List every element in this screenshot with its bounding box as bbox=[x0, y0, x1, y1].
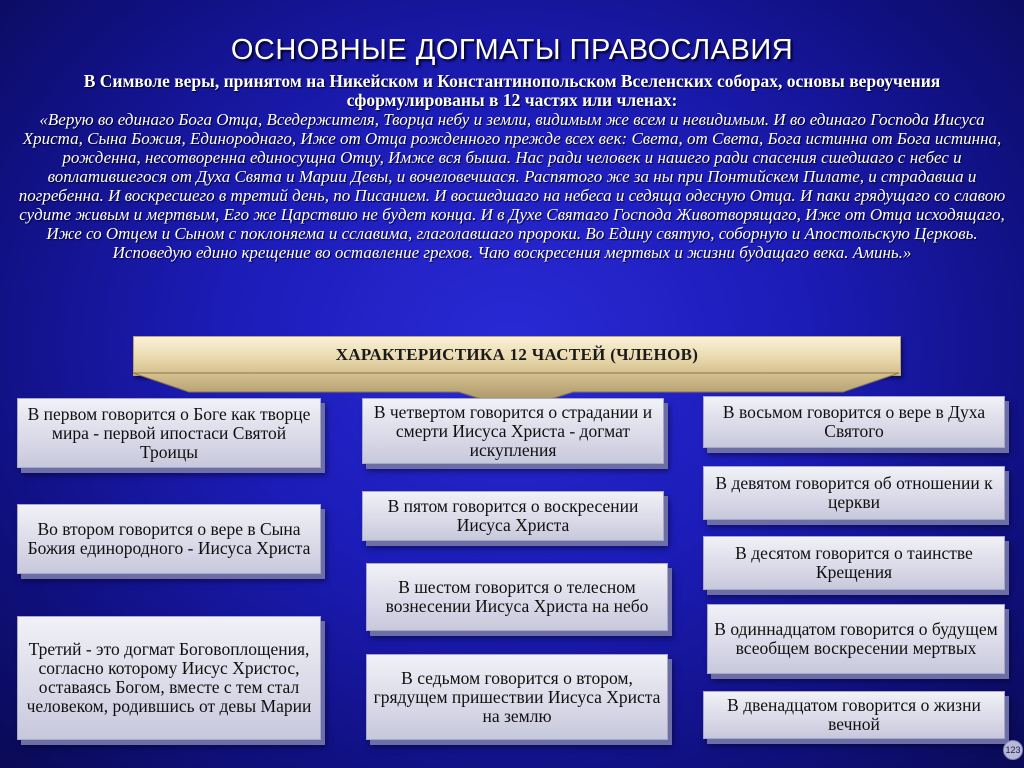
part-5-text: В пятом говорится о воскресении Иисуса Христа bbox=[387, 496, 639, 535]
page-title: ОСНОВНЫЕ ДОГМАТЫ ПРАВОСЛАВИЯ bbox=[230, 34, 794, 66]
part-8-box bbox=[703, 396, 1005, 448]
part-11-text: В одиннадцатом говорится о будущем всеобщем воскресении мертвых bbox=[714, 619, 998, 658]
creed-text: «Верую во единаго Бога Отца, Вседержителя, Творца небу и земли, видимым же всем и невидимым. И во единаго Господа Иисуса Христа, Сына Божия, Единороднаго, Иже от Отца рожденного прежде всех век: Света, от Света, Бога истинна от Бога истинна, рожденна, несотворенна единосущна Отцу, Имже вся быша. Нас ради человек и нашего ради спасения сшедшаго с небес и воплатившегося от Духа Свята и Марии Девы, и вочеловечшася. Распятого же за ны при Понтийскем Пилате, и страдавша и погребенна. И воскресшего в третий день, по Писанием. И восшедшаго на небеса и седяща одесную Отца. И паки грядущаго со славою судите живым и мертвым, Его же Царствию не будет конца. И в Духе Святаго Господа Животворящаго, Иже от Отца исходящаго, Иже со Отцем и Сыном с поклоняема и сславима, глаголавшаго пророки. Во Едину святую, соборную и Апостольскую Церковь. Исповедую едино крещение во оставление грехов. Чаю воскресения мертвых и жизни будащаго века. Аминь.» bbox=[18, 110, 1006, 262]
part-4-text: В четвертом говорится о страдании и смерти Иисуса Христа - догмат искупления bbox=[373, 401, 653, 460]
part-10-box bbox=[703, 536, 1005, 590]
page-number-badge: 123 bbox=[1003, 740, 1023, 760]
part-6-box bbox=[366, 563, 668, 631]
part-1-box bbox=[17, 398, 321, 468]
part-6-text: В шестом говорится о телесном вознесении Иисуса Христа на небо bbox=[385, 577, 649, 616]
part-7-text: В седьмом говорится о втором, грядущем пришествии Иисуса Христа на землю bbox=[373, 667, 661, 726]
part-10-text: В десятом говорится о таинстве Крещения bbox=[735, 543, 973, 582]
part-9-box bbox=[703, 466, 1005, 520]
part-4-box bbox=[362, 398, 664, 464]
part-12-text: В двенадцатом говорится о жизни вечной bbox=[727, 695, 981, 734]
section-banner: ХАРАКТЕРИСТИКА 12 ЧАСТЕЙ (ЧЛЕНОВ) bbox=[133, 336, 901, 376]
part-8-text: В восьмом говорится о вере в Духа Святого bbox=[722, 402, 986, 441]
part-1-text: В первом говорится о Боге как творце мира - первой ипостаси Святой Троицы bbox=[27, 403, 311, 462]
part-2-text: Во втором говорится о вере в Сына Божия единородного - Иисуса Христа bbox=[27, 519, 311, 558]
part-5-box bbox=[362, 491, 664, 541]
part-3-text: Третий - это догмат Боговоплощения, согласно которому Иисус Христос, оставаясь Богом, вместе с тем стал человеком, родившись от девы Марии bbox=[26, 639, 312, 716]
part-3-box bbox=[17, 616, 321, 740]
part-2-box bbox=[17, 504, 321, 574]
part-11-box bbox=[707, 604, 1005, 674]
part-7-box bbox=[366, 654, 668, 740]
part-9-text: В девятом говорится об отношении к церкви bbox=[715, 473, 993, 512]
intro-text: В Символе веры, принятом на Никейском и Константинопольском Вселенских соборах, основы вероучения сформулированы в 12 частях или членах: bbox=[83, 71, 941, 110]
part-12-box bbox=[703, 691, 1005, 739]
